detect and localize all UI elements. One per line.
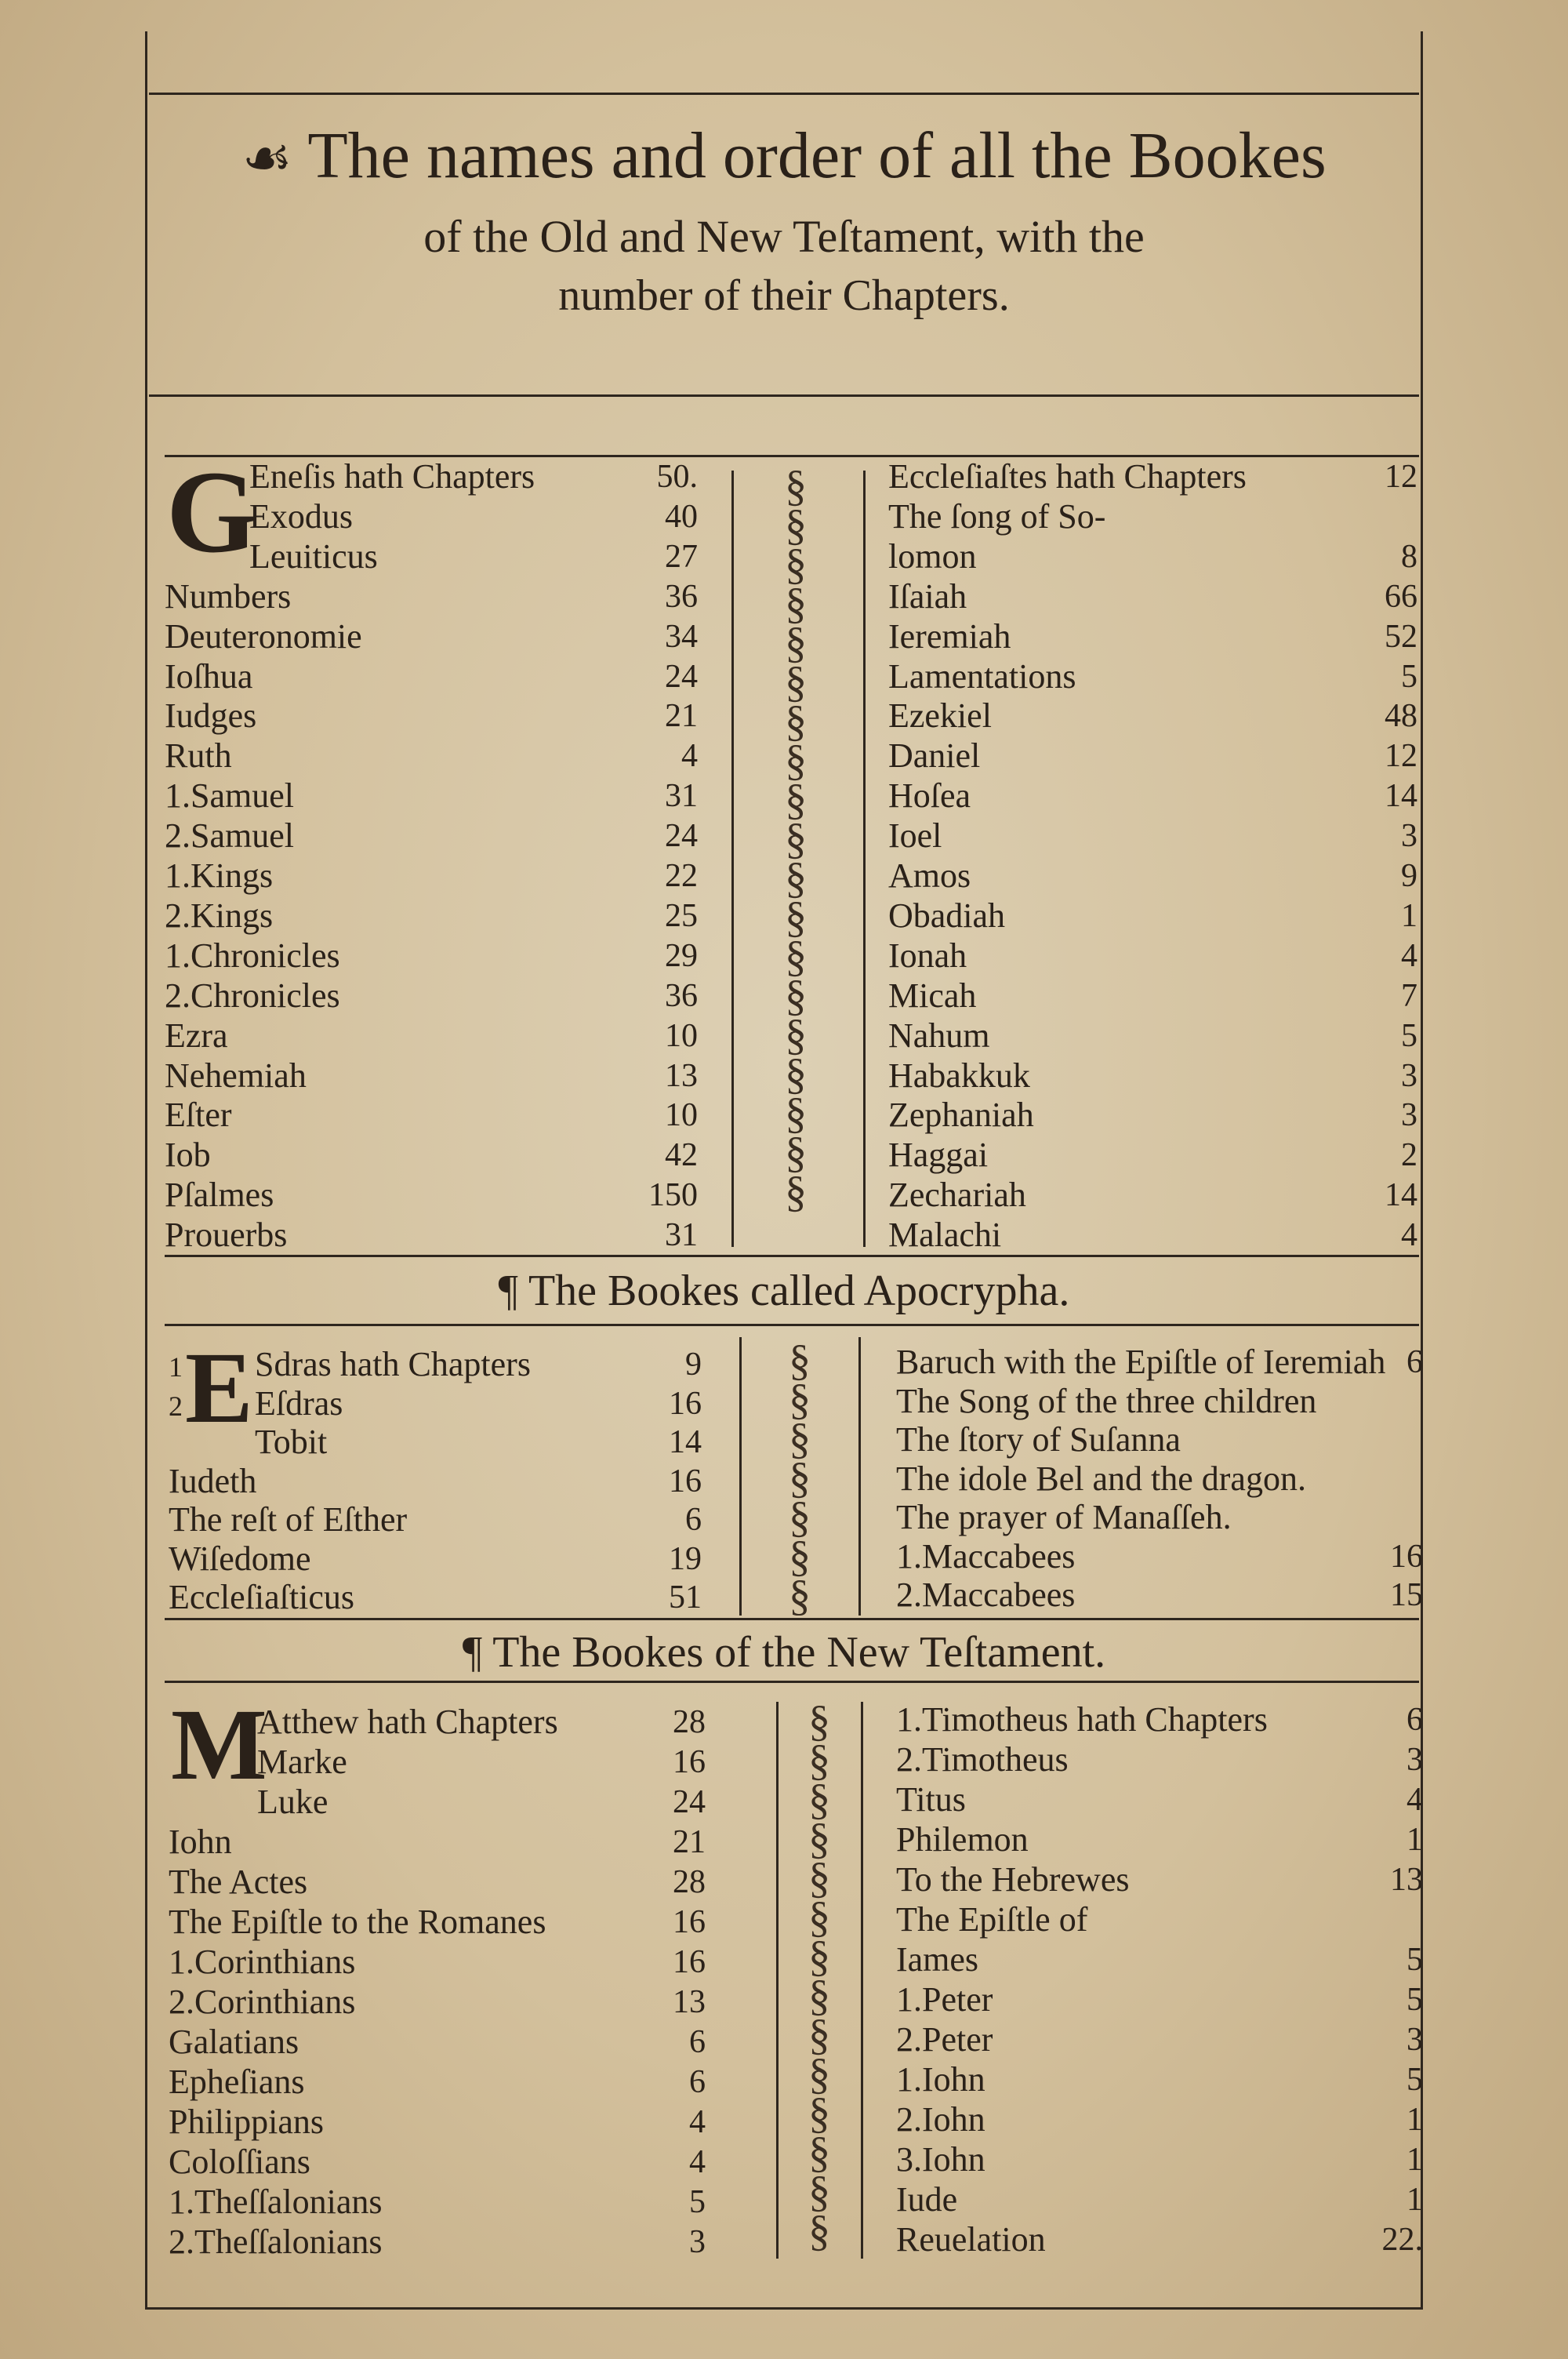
ornament-scroll-icon: § (785, 972, 807, 1020)
book-name: Zephaniah (888, 1096, 1034, 1135)
book-name: Philemon (896, 1820, 1029, 1859)
chapter-count: 3 (689, 2224, 706, 2260)
chapter-count: 14 (1385, 778, 1417, 815)
book-name: The Epiſtle of (896, 1900, 1088, 1939)
chapter-count (1329, 1900, 1423, 1939)
chapter-count: 3 (1406, 1742, 1423, 1778)
nt-drop-cap: M (171, 1688, 267, 1801)
book-name: Leuiticus (249, 536, 378, 576)
book-name: Iames (896, 1940, 979, 1979)
chapter-count (1329, 1382, 1423, 1421)
book-name: The reſt of Eſther (169, 1500, 408, 1539)
book-name: Lamentations (888, 656, 1076, 696)
book-name: Iob (165, 1136, 211, 1175)
apocrypha-right-divider (858, 1337, 861, 1616)
book-name: Nahum (888, 1016, 990, 1055)
chapter-count: 51 (669, 1579, 702, 1616)
chapter-count: 1 (1406, 2102, 1423, 2138)
ornament-scroll-icon: § (785, 1129, 807, 1177)
chapter-count: 16 (1390, 1538, 1423, 1575)
chapter-count: 5 (1406, 2062, 1423, 2098)
chapter-count: 21 (673, 1824, 706, 1860)
chapter-count: 48 (1385, 698, 1417, 735)
ornament-scroll-icon: § (789, 1532, 811, 1581)
chapter-count: 21 (665, 698, 698, 735)
title-line-1: The names and order of all the Bookes (307, 119, 1327, 192)
ornament-scroll-icon: § (808, 1815, 830, 1863)
ornament-scroll-icon: § (789, 1493, 811, 1542)
book-name: Coloſſians (169, 2143, 310, 2181)
chapter-count: 13 (673, 1984, 706, 2020)
chapter-count: 24 (673, 1784, 706, 1820)
chapter-count: 6 (1406, 1344, 1423, 1380)
apocrypha-drop-number-1: 1 (169, 1351, 183, 1383)
page-title (0, 118, 1568, 194)
chapter-count: 1 (1406, 2142, 1423, 2178)
chapter-count: 3 (1401, 1057, 1417, 1094)
ornament-scroll-icon: § (808, 2089, 830, 2138)
book-name: Eccleſiaſticus (169, 1578, 354, 1616)
book-name: Reuelation (896, 2220, 1046, 2259)
book-name: Philippians (169, 2103, 325, 2141)
chapter-count: 3 (1401, 818, 1417, 855)
apocrypha-top-rule (165, 1324, 1419, 1326)
chapter-count: 40 (665, 498, 698, 535)
book-name: Eſdras (255, 1383, 343, 1423)
ornament-scroll-icon: § (785, 736, 807, 785)
ornament-scroll-icon: § (789, 1572, 811, 1616)
chapter-count: 2 (1401, 1137, 1417, 1174)
book-name: Ionah (888, 936, 967, 975)
chapter-count: 3 (1401, 1097, 1417, 1134)
chapter-count: 31 (665, 1217, 698, 1254)
book-name: Zechariah (888, 1176, 1026, 1215)
chapter-count: 34 (665, 618, 698, 655)
book-name: Micah (888, 976, 977, 1015)
chapter-count: 16 (673, 1744, 706, 1780)
ornament-scroll-icon: § (785, 932, 807, 981)
frame-bottom-rule (145, 2307, 1423, 2310)
ornament-scroll-icon: § (785, 815, 807, 863)
book-name: Iudges (165, 696, 257, 736)
apocrypha-heading: ¶ The Bookes called Apocrypha. (498, 1267, 1070, 1315)
ot-bottom-rule (165, 1255, 1419, 1257)
book-name: The idole Bel and the dragon. (896, 1459, 1306, 1498)
book-name: To the Hebrewes (896, 1860, 1130, 1899)
apocrypha-drop-cap: E (185, 1332, 253, 1445)
chapter-count: 8 (1401, 538, 1417, 575)
book-name: Ruth (165, 736, 232, 776)
book-name: Amos (888, 856, 971, 895)
title-line-3: number of their Chapters. (558, 271, 1010, 320)
ornament-scroll-icon: § (808, 2168, 830, 2216)
chapter-count: 1 (1406, 2182, 1423, 2218)
book-name: Tobit (255, 1423, 328, 1461)
chapter-count: 4 (681, 738, 698, 775)
book-name: 1.Kings (165, 856, 274, 895)
book-name: Eneſis hath Chapters (249, 457, 535, 496)
book-name: 1.Samuel (165, 776, 294, 816)
book-name: Sdras hath Chapters (255, 1345, 531, 1383)
ornament-scroll-icon: § (785, 776, 807, 824)
book-name: Obadiah (888, 896, 1006, 935)
nt-heading: ¶ The Bookes of the New Teſtament. (462, 1628, 1106, 1677)
book-name: 1.Corinthians (169, 1943, 356, 1981)
chapter-count: 5 (1401, 1017, 1417, 1054)
book-name: Eccleſiaſtes hath Chapters (888, 457, 1247, 496)
ornament-scroll-icon: § (789, 1376, 811, 1424)
ornament-scroll-icon: § (789, 1415, 811, 1463)
chapter-count: 6 (689, 2024, 706, 2060)
ornament-scroll-icon: § (808, 1893, 830, 1942)
ornament-scroll-icon: § (785, 501, 807, 550)
book-name: 2.Corinthians (169, 1983, 356, 2021)
book-name: 1.Chronicles (165, 936, 340, 975)
ornament-scroll-icon: § (808, 1776, 830, 1824)
chapter-count: 52 (1385, 618, 1417, 655)
ornament-scroll-icon: § (808, 1932, 830, 1981)
book-name: Ioel (888, 816, 942, 856)
chapter-count: 7 (1401, 977, 1417, 1014)
chapter-count: 10 (665, 1097, 698, 1134)
chapter-count: 4 (689, 2104, 706, 2140)
chapter-count: 3 (1406, 2022, 1423, 2058)
chapter-count: 31 (665, 778, 698, 815)
book-name: Iudeth (169, 1461, 257, 1500)
apocrypha-bottom-rule (165, 1618, 1419, 1620)
book-name: lomon (888, 536, 977, 576)
chapter-count: 5 (1406, 1942, 1423, 1978)
ornament-scroll-icon: § (808, 1736, 830, 1785)
title-line-2: of the Old and New Teſtament, with the (423, 211, 1145, 262)
chapter-count: 5 (1401, 658, 1417, 695)
chapter-count: 5 (689, 2184, 706, 2220)
chapter-count (1329, 1420, 1423, 1459)
book-name: The Song of the three children (896, 1381, 1317, 1420)
book-name: Wiſedome (169, 1539, 311, 1578)
apocrypha-drop-number-2: 2 (169, 1390, 183, 1422)
chapter-count: 28 (673, 1864, 706, 1900)
book-name: Epheſians (169, 2063, 305, 2101)
chapter-count: 14 (1385, 1177, 1417, 1214)
book-name: Numbers (165, 576, 292, 616)
book-name: 2.Iohn (896, 2100, 985, 2139)
book-name: 2.Peter (896, 2020, 993, 2059)
book-name: Pſalmes (165, 1176, 274, 1215)
chapter-count: 24 (665, 818, 698, 855)
book-name: Baruch with the Epiſtle of Ieremiah (896, 1343, 1386, 1381)
book-name: Hoſea (888, 776, 971, 816)
ornament-scroll-icon: § (785, 467, 807, 511)
ot-left-divider (731, 471, 734, 1247)
book-name: The ſong of So- (888, 496, 1106, 536)
chapter-count: 6 (1406, 1702, 1423, 1738)
chapter-count: 13 (1390, 1862, 1423, 1898)
chapter-count: 27 (665, 538, 698, 575)
book-name: Ezekiel (888, 696, 992, 736)
book-name: Deuteronomie (165, 616, 362, 656)
book-name: Galatians (169, 2023, 299, 2061)
book-name: Marke (257, 1743, 347, 1781)
ornament-scroll-icon: § (808, 1854, 830, 1903)
nt-right-divider (861, 1702, 863, 2259)
chapter-count: 25 (665, 897, 698, 934)
book-name: 1.Iohn (896, 2060, 985, 2099)
chapter-count: 4 (689, 2144, 706, 2180)
chapter-count: 66 (1385, 578, 1417, 615)
book-name: 2.Timotheus (896, 1740, 1069, 1779)
book-name: 2.Maccabees (896, 1576, 1076, 1614)
chapter-count: 19 (669, 1540, 702, 1577)
ornament-scroll-icon: § (808, 2050, 830, 2099)
chapter-count: 5 (1406, 1982, 1423, 2018)
chapter-count: 4 (1401, 937, 1417, 974)
book-name: 2.Theſſalonians (169, 2223, 383, 2261)
book-name: Prouerbs (165, 1216, 288, 1255)
book-name: Luke (257, 1783, 328, 1821)
chapter-count: 36 (665, 977, 698, 1014)
book-name: Exodus (249, 496, 353, 536)
book-name: 2.Chronicles (165, 976, 340, 1015)
book-name: 1.Maccabees (896, 1536, 1076, 1576)
chapter-count: 42 (665, 1137, 698, 1174)
fleuron-icon: ☙ (241, 127, 292, 190)
chapter-count: 6 (689, 2064, 706, 2100)
book-name: Haggai (888, 1136, 989, 1175)
ornament-scroll-icon: § (785, 1168, 807, 1216)
ornament-scroll-icon: § (789, 1341, 811, 1385)
nt-ornament-column (788, 1702, 851, 2263)
chapter-count (1329, 1498, 1423, 1537)
chapter-count: 28 (673, 1704, 706, 1740)
ornament-scroll-icon: § (785, 540, 807, 589)
chapter-count: 16 (673, 1904, 706, 1940)
chapter-count: 22. (1381, 2222, 1423, 2258)
chapter-count: 24 (665, 658, 698, 695)
book-name: 1.Timotheus hath Chapters (896, 1700, 1268, 1739)
nt-left-divider (776, 1702, 779, 2259)
ornament-scroll-icon: § (785, 697, 807, 746)
book-name: 2.Kings (165, 896, 274, 935)
chapter-count: 12 (1385, 738, 1417, 775)
chapter-count: 29 (665, 937, 698, 974)
ornament-scroll-icon: § (808, 2128, 830, 2177)
nt-top-rule (165, 1681, 1419, 1683)
ornament-scroll-icon: § (785, 619, 807, 667)
chapter-count: 150 (648, 1177, 698, 1214)
ot-drop-cap: G (166, 447, 258, 577)
ornament-scroll-icon: § (785, 1050, 807, 1099)
book-name: The ſtory of Suſanna (896, 1420, 1181, 1459)
chapter-count (1329, 1459, 1423, 1499)
chapter-count: 6 (685, 1502, 702, 1538)
book-name: Ezra (165, 1016, 228, 1055)
book-name: The Epiſtle to the Romanes (169, 1903, 546, 1941)
chapter-count: 16 (669, 1385, 702, 1422)
book-name: Iohn (169, 1823, 232, 1861)
book-name: 3.Iohn (896, 2140, 985, 2179)
chapter-count: 12 (1385, 459, 1417, 495)
chapter-count: 15 (1390, 1577, 1423, 1613)
ornament-scroll-icon: § (808, 2207, 830, 2255)
ornament-scroll-icon: § (785, 1089, 807, 1138)
chapter-count: 14 (669, 1424, 702, 1460)
book-name: Ieremiah (888, 616, 1011, 656)
chapter-count: 22 (665, 858, 698, 894)
book-name: Nehemiah (165, 1056, 307, 1095)
book-name: The Actes (169, 1863, 308, 1901)
book-name: Titus (896, 1780, 966, 1819)
chapter-count: 13 (665, 1057, 698, 1094)
title-bottom-rule (149, 394, 1419, 397)
chapter-count: 50. (656, 459, 698, 495)
book-name: 1.Theſſalonians (169, 2183, 383, 2221)
chapter-count: 16 (673, 1944, 706, 1980)
chapter-count: 10 (665, 1017, 698, 1054)
apocrypha-left-divider (739, 1337, 742, 1616)
book-name: Ioſhua (165, 656, 253, 696)
chapter-count: 9 (685, 1347, 702, 1383)
book-name: The prayer of Manaſſeh. (896, 1498, 1232, 1536)
book-name: Daniel (888, 736, 981, 776)
chapter-count: 9 (1401, 858, 1417, 894)
book-name: Habakkuk (888, 1056, 1030, 1095)
book-name: 1.Peter (896, 1980, 993, 2019)
chapter-count (1323, 497, 1417, 536)
ornament-scroll-icon: § (808, 1702, 830, 1746)
ornament-scroll-icon: § (808, 2011, 830, 2059)
apocrypha-ornament-column (768, 1341, 831, 1616)
book-name: Eſter (165, 1096, 232, 1135)
ornament-scroll-icon: § (785, 854, 807, 903)
chapter-count: 4 (1401, 1217, 1417, 1254)
book-name: Atthew hath Chapters (257, 1703, 558, 1741)
book-name: Iude (896, 2180, 958, 2219)
ot-right-divider (863, 471, 866, 1247)
chapter-count: 36 (665, 578, 698, 615)
title-top-rule (149, 93, 1419, 95)
chapter-count: 4 (1406, 1782, 1423, 1818)
ornament-scroll-icon: § (785, 893, 807, 942)
ornament-scroll-icon: § (789, 1454, 811, 1503)
book-name: Iſaiah (888, 576, 967, 616)
book-name: Malachi (888, 1216, 1002, 1255)
chapter-count: 1 (1401, 897, 1417, 934)
ornament-scroll-icon: § (785, 658, 807, 707)
book-name: 2.Samuel (165, 816, 294, 856)
ornament-scroll-icon: § (785, 580, 807, 628)
ornament-scroll-icon: § (808, 1972, 830, 2020)
ornament-scroll-icon: § (785, 1011, 807, 1060)
chapter-count: 1 (1406, 1822, 1423, 1858)
chapter-count: 16 (669, 1463, 702, 1499)
frame-left-rule (145, 31, 147, 2310)
ot-ornament-column (764, 467, 827, 1227)
